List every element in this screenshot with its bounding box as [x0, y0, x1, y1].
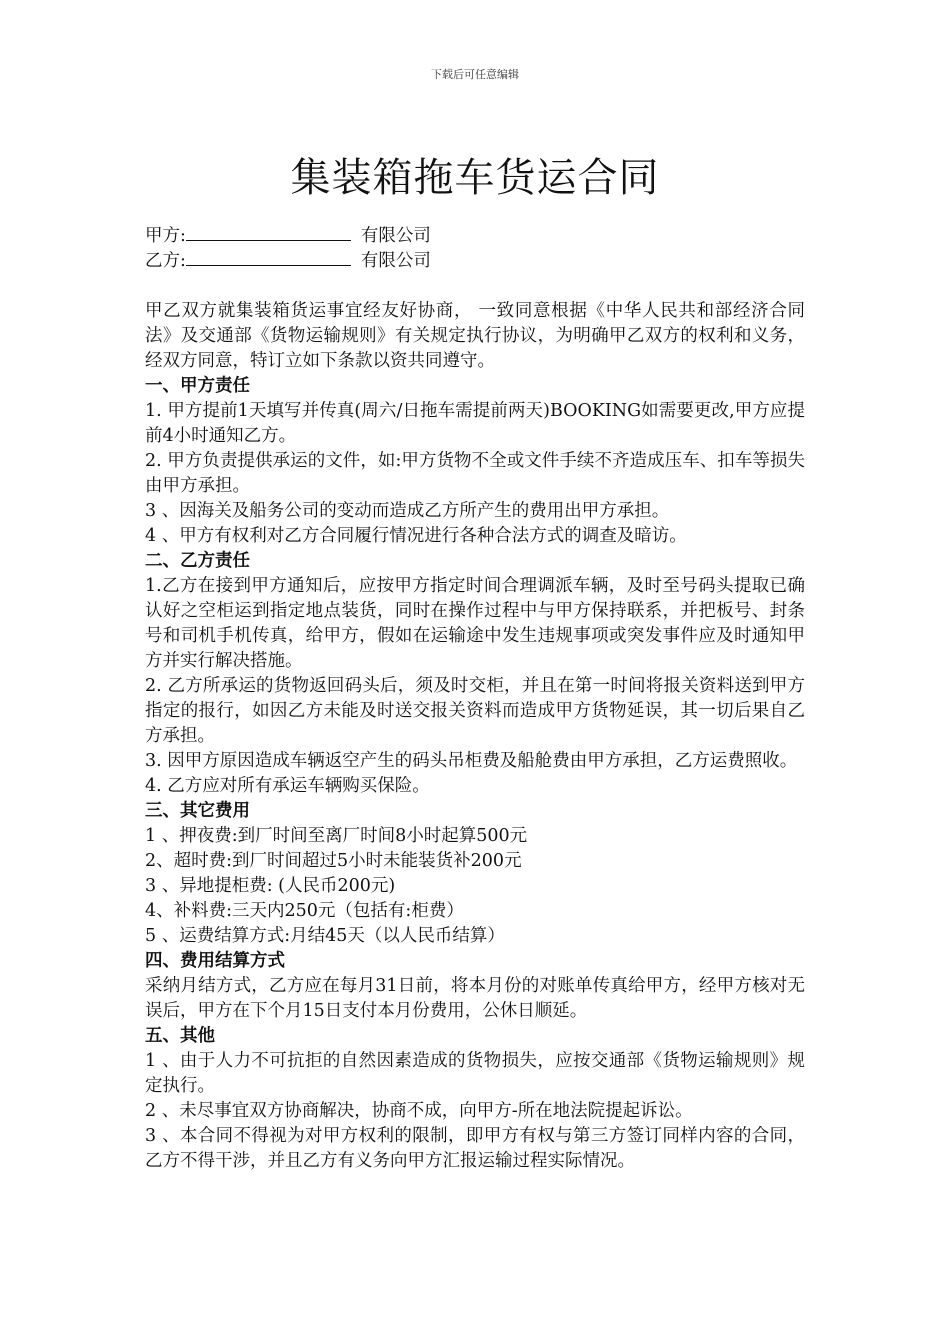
section-heading-other-fees: 三、其它费用	[145, 801, 250, 821]
party-a-item-2: 2. 甲方负责提供承运的文件，如:甲方货物不全或文件手续不齐造成压车、扣车等损失由甲方承担。	[145, 451, 805, 496]
party-b-line	[145, 249, 805, 274]
fee-item-2: 2、超时费:到厂时间超过5小时未能装货补200元	[145, 851, 522, 871]
party-b-blank	[186, 249, 351, 266]
section-heading-misc: 五、其他	[145, 1026, 215, 1046]
header-note: 下载后可任意编辑	[431, 68, 519, 81]
fee-item-3: 3 、异地提柜费: (人民币200元)	[145, 876, 396, 896]
fee-item-5: 5 、运费结算方式:月结45天（以人民币结算）	[145, 926, 505, 946]
section-heading-party-b: 二、乙方责任	[145, 551, 250, 571]
party-a-item-3: 3 、因海关及船务公司的变动而造成乙方所产生的费用出甲方承担。	[145, 501, 670, 521]
misc-item-1: 1 、由于人力不可抗拒的自然因素造成的货物损失，应按交通部《货物运输规则》规定执行。	[145, 1051, 805, 1096]
contract-body	[145, 224, 805, 1174]
fee-item-4: 4、补料费:三天内250元（包括有:柜费）	[145, 901, 464, 921]
fee-item-1: 1 、押夜费:到厂时间至离厂时间8小时起算500元	[145, 826, 528, 846]
party-a-label: 甲方:	[145, 226, 186, 246]
intro-paragraph: 甲乙双方就集装箱货运事宜经友好协商， 一致同意根据《中华人民共和部经济合同法》及交通部《货物运输规则》有关规定执行协议，为明确甲乙双方的权利和义务，经双方同意，特订立如下条款以资共同遵守。	[145, 301, 805, 371]
party-a-blank	[186, 224, 351, 241]
party-b-item-3: 3. 因甲方原因造成车辆返空产生的码头吊柜费及船舱费由甲方承担，乙方运费照收。	[145, 751, 798, 771]
settlement-item-1: 采纳月结方式，乙方应在每月31日前，将本月份的对账单传真给甲方，经甲方核对无误后，甲方在下个月15日支付本月份费用，公休日顺延。	[145, 976, 805, 1021]
party-b-label: 乙方:	[145, 251, 186, 271]
spacer	[145, 274, 805, 299]
misc-item-3: 3 、本合同不得视为对甲方权利的限制，即甲方有权与第三方签订同样内容的合同，乙方不得干涉，并且乙方有义务向甲方汇报运输过程实际情况。	[145, 1126, 805, 1171]
party-b-item-4: 4. 乙方应对所有承运车辆购买保险。	[145, 776, 430, 796]
section-heading-party-a: 一、甲方责任	[145, 376, 250, 396]
party-b-item-2: 2. 乙方所承运的货物返回码头后，须及时交柜，并且在第一时间将报关资料送到甲方指定的报行，如因乙方未能及时送交报关资料而造成甲方货物延误，其一切后果自乙方承担。	[145, 676, 805, 746]
party-b-item-1: 1.乙方在接到甲方通知后，应按甲方指定时间合理调派车辆，及时至号码头提取已确认好之空柜运到指定地点装货，同时在操作过程中与甲方保持联系，并把板号、封条号和司机手机传真，给甲方，假如在运输途中发生违规事项或突发事件应及时通知甲方并实行解决搭施。	[145, 576, 805, 671]
misc-item-2: 2 、未尽事宜双方协商解决，协商不成，向甲方-所在地法院提起诉讼。	[145, 1101, 693, 1121]
party-b-suffix: 有限公司	[360, 251, 431, 271]
contract-title: 集装箱拖车货运合同	[290, 155, 660, 201]
party-a-item-4: 4 、甲方有权利对乙方合同履行情况进行各种合法方式的调查及暗访。	[145, 526, 687, 546]
party-a-line	[145, 224, 805, 249]
party-a-suffix: 有限公司	[360, 226, 431, 246]
party-a-item-1: 1. 甲方提前1天填写并传真(周六/日拖车需提前两天)BOOKING如需要更改,甲方应提前4小时通知乙方。	[145, 401, 805, 446]
section-heading-settlement: 四、费用结算方式	[145, 951, 285, 971]
